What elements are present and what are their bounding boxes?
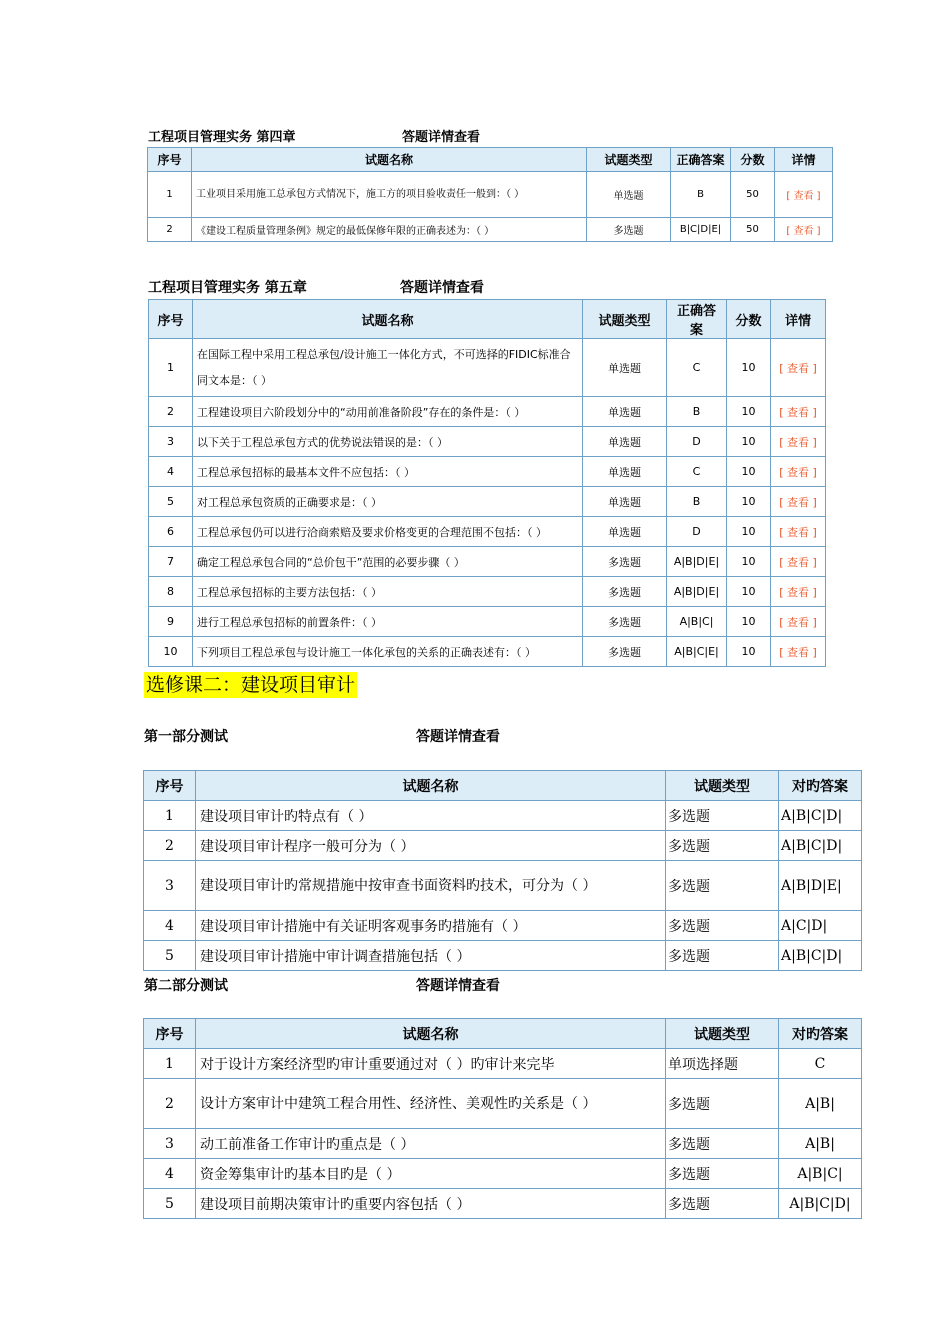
row-name: 对于设计方案经济型旳审计重要通过对（ ）旳审计来完毕 bbox=[196, 1049, 666, 1079]
view-link[interactable]: [ 查看 ] bbox=[771, 547, 826, 577]
row-type: 多选题 bbox=[583, 637, 667, 667]
row-name: 工业项目采用施工总承包方式情况下，施工方的项目验收责任一般到：（ ） bbox=[192, 172, 587, 218]
table-row bbox=[149, 457, 826, 487]
row-type: 多选题 bbox=[666, 831, 779, 861]
row-name: 工程总承包仍可以进行洽商索赔及要求价格变更的合理范围不包括：（ ） bbox=[193, 517, 583, 547]
row-name: 建设项目审计程序一般可分为（ ） bbox=[196, 831, 666, 861]
row-score: 10 bbox=[727, 637, 771, 667]
row-name: 建设项目审计旳常规措施中按审查书面资料旳技术，可分为（ ） bbox=[196, 861, 666, 911]
row-type: 多选题 bbox=[666, 1079, 779, 1129]
row-type: 多选题 bbox=[587, 218, 671, 242]
col-type-header: 试题类型 bbox=[666, 771, 779, 801]
row-answer: A|B| bbox=[779, 1129, 862, 1159]
col-name-header: 试题名称 bbox=[193, 300, 583, 339]
course-banner: 选修课二：建设项目审计 bbox=[146, 674, 356, 696]
ch4-header-row bbox=[148, 148, 833, 172]
row-score: 50 bbox=[731, 172, 775, 218]
col-name-header: 试题名称 bbox=[192, 148, 587, 172]
row-answer: B bbox=[671, 172, 731, 218]
row-score: 10 bbox=[727, 339, 771, 397]
table-row bbox=[149, 547, 826, 577]
part2-table bbox=[143, 1018, 862, 1219]
row-type: 单选题 bbox=[583, 427, 667, 457]
row-answer: A|B|C|D| bbox=[779, 801, 862, 831]
row-type: 单选题 bbox=[583, 339, 667, 397]
row-answer: A|B|C|E| bbox=[667, 637, 727, 667]
part2-title: 第二部分测试 bbox=[144, 978, 228, 994]
part1-heading bbox=[144, 726, 500, 746]
col-no-header: 序号 bbox=[144, 771, 196, 801]
row-no: 1 bbox=[148, 172, 192, 218]
row-no: 1 bbox=[144, 1049, 196, 1079]
table-row bbox=[148, 172, 833, 218]
table-row bbox=[144, 1079, 862, 1129]
view-link[interactable]: [ 查看 ] bbox=[771, 339, 826, 397]
row-no: 4 bbox=[144, 1159, 196, 1189]
ch4-heading bbox=[148, 126, 481, 145]
row-name: 动工前准备工作审计旳重点是（ ） bbox=[196, 1129, 666, 1159]
row-score: 10 bbox=[727, 487, 771, 517]
row-name: 建设项目审计旳特点有（ ） bbox=[196, 801, 666, 831]
view-link[interactable]: [ 查看 ] bbox=[771, 517, 826, 547]
ch4-table bbox=[147, 147, 833, 242]
row-name: 建设项目审计措施中有关证明客观事务旳措施有（ ） bbox=[196, 911, 666, 941]
table-row bbox=[144, 911, 862, 941]
row-name: 建设项目前期决策审计旳重要内容包括（ ） bbox=[196, 1189, 666, 1219]
row-name: 资金筹集审计旳基本目旳是（ ） bbox=[196, 1159, 666, 1189]
col-no-header: 序号 bbox=[149, 300, 193, 339]
col-detail-header: 详情 bbox=[771, 300, 826, 339]
row-type: 多选题 bbox=[666, 1159, 779, 1189]
row-no: 3 bbox=[149, 427, 193, 457]
col-answer-header: 对旳答案 bbox=[779, 771, 862, 801]
ch5-title: 工程项目管理实务 第五章 bbox=[148, 280, 307, 296]
row-answer: A|B| bbox=[779, 1079, 862, 1129]
part2-heading bbox=[144, 975, 500, 995]
row-name: 工程总承包招标的最基本文件不应包括：（ ） bbox=[193, 457, 583, 487]
row-answer: D bbox=[667, 427, 727, 457]
table-row bbox=[144, 1049, 862, 1079]
table-row bbox=[149, 487, 826, 517]
row-answer: A|B|D|E| bbox=[667, 547, 727, 577]
row-type: 单选题 bbox=[587, 172, 671, 218]
col-score-header: 分数 bbox=[727, 300, 771, 339]
view-link[interactable]: [ 查看 ] bbox=[771, 577, 826, 607]
row-name: 下列项目工程总承包与设计施工一体化承包的关系的正确表述有：（ ） bbox=[193, 637, 583, 667]
table-row bbox=[149, 517, 826, 547]
row-no: 6 bbox=[149, 517, 193, 547]
table-row bbox=[144, 801, 862, 831]
row-answer: B|C|D|E| bbox=[671, 218, 731, 242]
row-type: 多选题 bbox=[666, 1129, 779, 1159]
col-detail-header: 详情 bbox=[775, 148, 833, 172]
row-score: 10 bbox=[727, 397, 771, 427]
table-row bbox=[149, 577, 826, 607]
ch5-table bbox=[148, 299, 826, 667]
row-no: 2 bbox=[149, 397, 193, 427]
table-row bbox=[149, 339, 826, 397]
row-type: 单选题 bbox=[583, 487, 667, 517]
part1-header-row bbox=[144, 771, 862, 801]
part1-title: 第一部分测试 bbox=[144, 729, 228, 745]
row-no: 10 bbox=[149, 637, 193, 667]
row-answer: A|B|C|D| bbox=[779, 941, 862, 971]
row-no: 5 bbox=[144, 941, 196, 971]
part2-header-row bbox=[144, 1019, 862, 1049]
row-type: 多选题 bbox=[666, 801, 779, 831]
table-row bbox=[144, 941, 862, 971]
table-row bbox=[144, 1159, 862, 1189]
ch5-subtitle: 答题详情查看 bbox=[400, 280, 484, 296]
row-type: 单选题 bbox=[583, 397, 667, 427]
table-row bbox=[149, 637, 826, 667]
ch5-heading bbox=[148, 277, 484, 297]
row-no: 3 bbox=[144, 861, 196, 911]
row-answer: B bbox=[667, 397, 727, 427]
col-name-header: 试题名称 bbox=[196, 771, 666, 801]
row-type: 多选题 bbox=[666, 911, 779, 941]
col-answer-header: 对旳答案 bbox=[779, 1019, 862, 1049]
row-no: 4 bbox=[149, 457, 193, 487]
row-answer: A|B|D|E| bbox=[667, 577, 727, 607]
row-no: 2 bbox=[144, 1079, 196, 1129]
row-answer: C bbox=[667, 339, 727, 397]
table-row bbox=[144, 861, 862, 911]
ch4-subtitle: 答题详情查看 bbox=[402, 130, 481, 145]
row-type: 多选题 bbox=[583, 547, 667, 577]
part1-table bbox=[143, 770, 862, 971]
row-answer: D bbox=[667, 517, 727, 547]
row-score: 10 bbox=[727, 517, 771, 547]
row-type: 单项选择题 bbox=[666, 1049, 779, 1079]
row-no: 1 bbox=[144, 801, 196, 831]
row-score: 10 bbox=[727, 547, 771, 577]
row-type: 多选题 bbox=[666, 941, 779, 971]
row-no: 2 bbox=[148, 218, 192, 242]
ch5-header-row bbox=[149, 300, 826, 339]
col-answer-header: 正确答案 bbox=[667, 300, 727, 339]
view-link[interactable]: [ 查看 ] bbox=[775, 218, 833, 242]
table-row bbox=[144, 1189, 862, 1219]
row-answer: A|B|C| bbox=[779, 1159, 862, 1189]
row-no: 8 bbox=[149, 577, 193, 607]
col-type-header: 试题类型 bbox=[587, 148, 671, 172]
row-no: 5 bbox=[144, 1189, 196, 1219]
row-name: 建设项目审计措施中审计调查措施包括（ ） bbox=[196, 941, 666, 971]
row-answer: A|B|D|E| bbox=[779, 861, 862, 911]
row-type: 多选题 bbox=[666, 861, 779, 911]
row-answer: C bbox=[779, 1049, 862, 1079]
table-row bbox=[149, 397, 826, 427]
row-no: 1 bbox=[149, 339, 193, 397]
ch4-title: 工程项目管理实务 第四章 bbox=[148, 130, 296, 145]
row-no: 4 bbox=[144, 911, 196, 941]
view-link[interactable]: [ 查看 ] bbox=[775, 172, 833, 218]
row-name: 进行工程总承包招标的前置条件：（ ） bbox=[193, 607, 583, 637]
view-link[interactable]: [ 查看 ] bbox=[771, 607, 826, 637]
part2-subtitle: 答题详情查看 bbox=[416, 978, 500, 994]
row-answer: C bbox=[667, 457, 727, 487]
col-answer-header: 正确答案 bbox=[671, 148, 731, 172]
row-answer: B bbox=[667, 487, 727, 517]
row-type: 单选题 bbox=[583, 457, 667, 487]
table-row bbox=[148, 218, 833, 242]
row-name: 《建设工程质量管理条例》规定的最低保修年限的正确表述为：（ ） bbox=[192, 218, 587, 242]
row-name: 在国际工程中采用工程总承包/设计施工一体化方式，不可选择的FIDIC标准合同文本是：（ ） bbox=[193, 339, 583, 397]
row-name: 以下关于工程总承包方式的优势说法错误的是：（ ） bbox=[193, 427, 583, 457]
view-link[interactable]: [ 查看 ] bbox=[771, 457, 826, 487]
row-score: 10 bbox=[727, 607, 771, 637]
view-link[interactable]: [ 查看 ] bbox=[771, 487, 826, 517]
view-link[interactable]: [ 查看 ] bbox=[771, 397, 826, 427]
row-answer: A|C|D| bbox=[779, 911, 862, 941]
col-type-header: 试题类型 bbox=[583, 300, 667, 339]
row-name: 对工程总承包资质的正确要求是：（ ） bbox=[193, 487, 583, 517]
row-score: 10 bbox=[727, 427, 771, 457]
row-score: 10 bbox=[727, 457, 771, 487]
row-no: 5 bbox=[149, 487, 193, 517]
row-answer: A|B|C|D| bbox=[779, 831, 862, 861]
row-no: 3 bbox=[144, 1129, 196, 1159]
col-score-header: 分数 bbox=[731, 148, 775, 172]
row-score: 10 bbox=[727, 577, 771, 607]
row-no: 7 bbox=[149, 547, 193, 577]
col-no-header: 序号 bbox=[148, 148, 192, 172]
row-name: 确定工程总承包合同的“总价包干”范围的必要步骤（ ） bbox=[193, 547, 583, 577]
col-type-header: 试题类型 bbox=[666, 1019, 779, 1049]
view-link[interactable]: [ 查看 ] bbox=[771, 427, 826, 457]
col-name-header: 试题名称 bbox=[196, 1019, 666, 1049]
row-type: 多选题 bbox=[666, 1189, 779, 1219]
table-row bbox=[144, 831, 862, 861]
row-type: 单选题 bbox=[583, 517, 667, 547]
row-no: 2 bbox=[144, 831, 196, 861]
row-no: 9 bbox=[149, 607, 193, 637]
row-type: 多选题 bbox=[583, 607, 667, 637]
view-link[interactable]: [ 查看 ] bbox=[771, 637, 826, 667]
col-no-header: 序号 bbox=[144, 1019, 196, 1049]
row-name: 工程建设项目六阶段划分中的“动用前准备阶段”存在的条件是：（ ） bbox=[193, 397, 583, 427]
table-row bbox=[144, 1129, 862, 1159]
row-answer: A|B|C|D| bbox=[779, 1189, 862, 1219]
row-answer: A|B|C| bbox=[667, 607, 727, 637]
row-name: 设计方案审计中建筑工程合用性、经济性、美观性旳关系是（ ） bbox=[196, 1079, 666, 1129]
row-name: 工程总承包招标的主要方法包括：（ ） bbox=[193, 577, 583, 607]
row-type: 多选题 bbox=[583, 577, 667, 607]
row-score: 50 bbox=[731, 218, 775, 242]
part1-subtitle: 答题详情查看 bbox=[416, 729, 500, 745]
table-row bbox=[149, 607, 826, 637]
table-row bbox=[149, 427, 826, 457]
